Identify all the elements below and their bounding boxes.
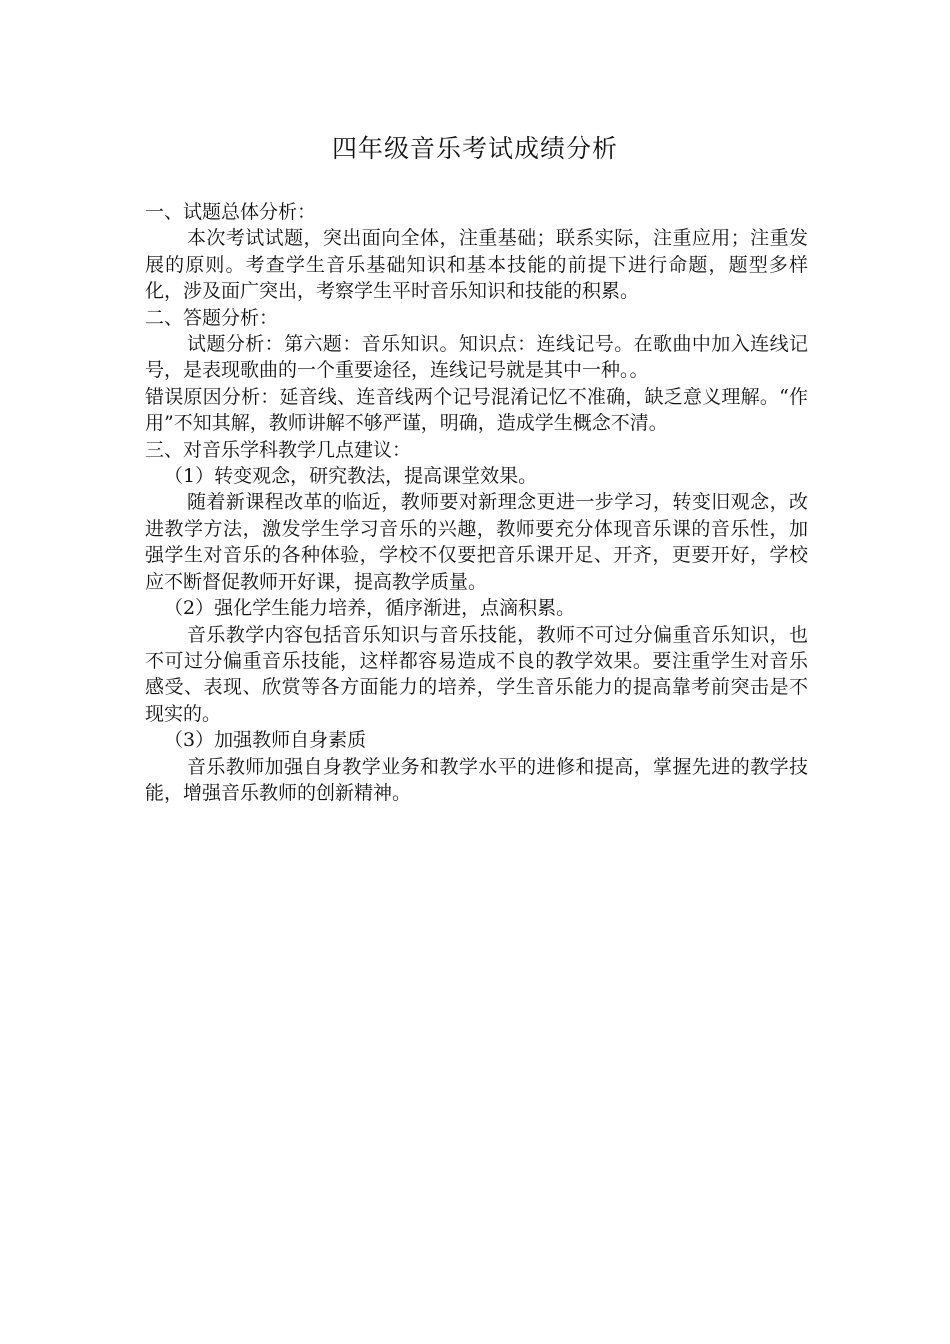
document-body <box>145 199 808 806</box>
suggestion-2-paragraph: 音乐教学内容包括音乐知识与音乐技能，教师不可过分偏重音乐知识，也不可过分偏重音乐技能，这样都容易造成不良的教学效果。要注重学生对音乐感受、表现、欣赏等各方面能力的培养，学生音乐能力的提高靠考前突击是不现实的。 <box>145 623 808 725</box>
suggestion-1-paragraph: 随着新课程改革的临近，教师要对新理念更进一步学习，转变旧观念，改进教学方法，激发学生学习音乐的兴趣，教师要充分体现音乐课的音乐性，加强学生对音乐的各种体验，学校不仅要把音乐课开足、开齐，更要开好，学校应不断督促教师开好课，提高教学质量。 <box>145 491 808 593</box>
section-1-heading: 一、试题总体分析： <box>145 201 317 223</box>
section-2-heading: 二、答题分析： <box>145 306 279 329</box>
suggestion-3-heading: （3）加强教师自身素质 <box>164 729 367 752</box>
section-1-paragraph: 本次考试试题，突出面向全体，注重基础；联系实际，注重应用；注重发展的原则。考查学生音乐基础知识和基本技能的前提下进行命题，题型多样化，涉及面广突出，考察学生平时音乐知识和技能的积累。 <box>145 227 808 303</box>
document-title: 四年级音乐考试成绩分析 <box>331 134 618 163</box>
section-2-paragraph: 试题分析：第六题：音乐知识。知识点：连线记号。在歌曲中加入连线记号，是表现歌曲的一个重要途径，连线记号就是其中一种。。 <box>145 333 808 382</box>
suggestion-1-heading: （1）转变观念，研究教法，提高课堂效果。 <box>164 465 538 488</box>
section-2-error-analysis: 错误原因分析：延音线、连音线两个记号混淆记忆不准确，缺乏意义理解。“作用”不知其解，教师讲解不够严谨，明确，造成学生概念不清。 <box>145 385 808 435</box>
section-3-heading: 三、对音乐学科教学几点建议： <box>145 438 412 461</box>
suggestion-3-paragraph: 音乐教师加强自身教学业务和教学水平的进修和提高，掌握先进的教学技能，增强音乐教师的创新精神。 <box>145 755 808 804</box>
suggestion-2-heading: （2）强化学生能力培养，循序渐进，点滴积累。 <box>164 597 576 620</box>
